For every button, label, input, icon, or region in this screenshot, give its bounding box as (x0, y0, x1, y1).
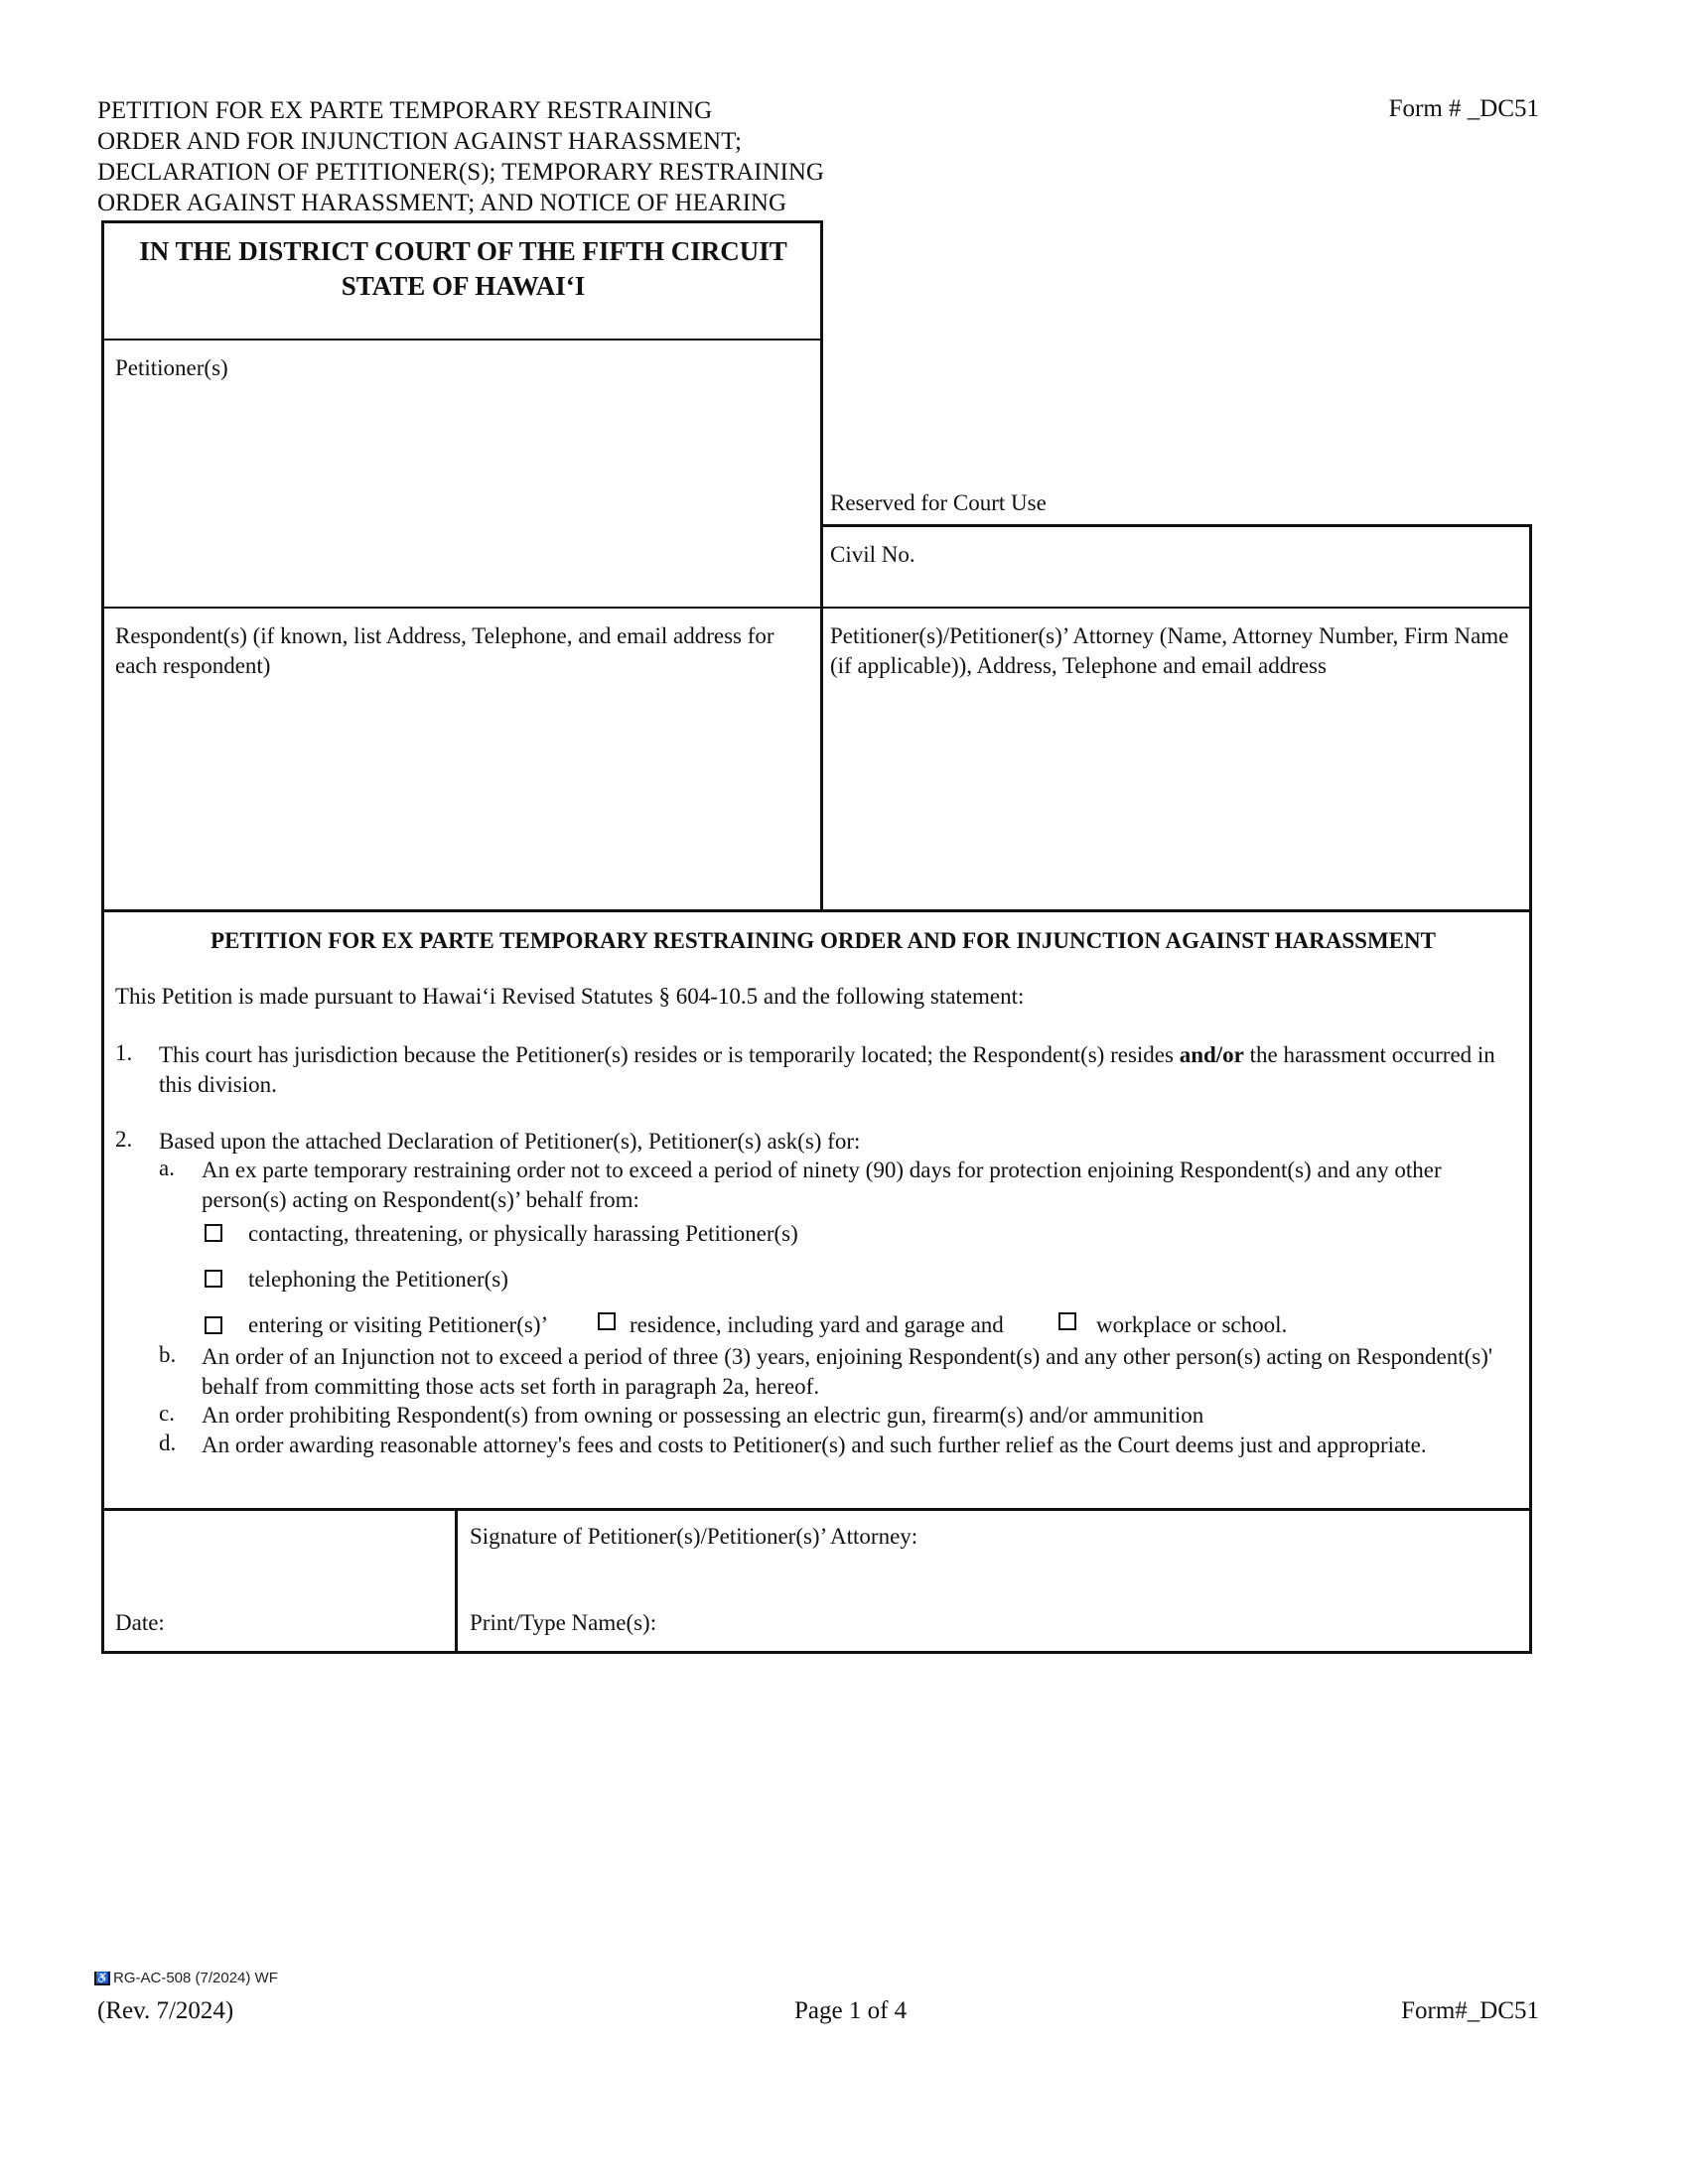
signature-divider (455, 1508, 458, 1654)
checkbox-entering[interactable] (205, 1316, 222, 1334)
item-b-label: b. (159, 1342, 177, 1367)
form-title (97, 95, 971, 218)
print-name-label: Print/Type Name(s): (470, 1610, 657, 1635)
court-line-2: STATE OF HAWAI‘I (341, 271, 586, 301)
revision-date: (Rev. 7/2024) (97, 1997, 234, 2024)
form-number-footer: Form#_DC51 (1401, 1997, 1539, 2024)
page-number: Page 1 of 4 (794, 1997, 908, 2024)
form-number-header: Form # _DC51 (1388, 95, 1539, 122)
court-line-1: IN THE DISTRICT COURT OF THE FIFTH CIRCUIT (139, 236, 787, 266)
checkbox-residence[interactable] (598, 1312, 616, 1330)
court-box-top (101, 220, 823, 223)
check-telephoning-label: telephoning the Petitioner(s) (248, 1267, 508, 1292)
title-line: ORDER AND FOR INJUNCTION AGAINST HARASSMENT; (97, 128, 742, 155)
signature-label: Signature of Petitioner(s)/Petitioner(s)’ Attorney: (470, 1524, 918, 1549)
item-2-number: 2. (115, 1127, 133, 1152)
court-name (103, 234, 823, 304)
checkbox-telephoning[interactable] (205, 1270, 222, 1288)
title-line: ORDER AGAINST HARASSMENT; AND NOTICE OF HEARING (97, 190, 787, 216)
form-bottom (101, 1651, 1532, 1654)
item-1-text-b: the harassment occurred in this division. (159, 1042, 1495, 1097)
petition-intro: This Petition is made pursuant to Hawai‘i Revised Statutes § 604-10.5 and the following statement: (115, 984, 1025, 1009)
court-name-divider (101, 339, 823, 341)
item-1-bold: and/or (1179, 1042, 1244, 1067)
item-c-label: c. (159, 1401, 175, 1426)
item-1-text-a: This court has jurisdiction because the Petitioner(s) resides or is temporarily located; the Respondent(s) resides (159, 1042, 1180, 1067)
item-c-text: An order prohibiting Respondent(s) from owning or possessing an electric gun, firearm(s) and/or ammunition (202, 1403, 1204, 1428)
petition-title: PETITION FOR EX PARTE TEMPORARY RESTRAINING ORDER AND FOR INJUNCTION AGAINST HARASSMENT (211, 928, 1436, 953)
check-residence-label: residence, including yard and garage and (630, 1312, 1004, 1337)
item-d-text: An order awarding reasonable attorney's fees and costs to Petitioner(s) and such further relief as the Court deems just and appropriate. (202, 1433, 1427, 1457)
item-2-text: Based upon the attached Declaration of Petitioner(s), Petitioner(s) ask(s) for: (159, 1129, 861, 1154)
check-workplace-label: workplace or school. (1096, 1312, 1288, 1337)
reserved-label: Reserved for Court Use (830, 490, 1047, 515)
item-b-text: An order of an Injunction not to exceed a period of three (3) years, enjoining Respondent(s) and any other person(s) acting on Respondent(s)' behalf from committing those acts set forth in paragraph 2a, hereof. (202, 1344, 1493, 1399)
item-1-number: 1. (115, 1040, 133, 1065)
title-line: PETITION FOR EX PARTE TEMPORARY RESTRAINING (97, 97, 713, 124)
check-contacting-label: contacting, threatening, or physically harassing Petitioner(s) (248, 1221, 798, 1246)
reserved-divider (820, 524, 1532, 527)
petitioner-label: Petitioner(s) (115, 355, 228, 380)
checkbox-contacting[interactable] (205, 1224, 222, 1242)
attorney-label: Petitioner(s)/Petitioner(s)’ Attorney (Name, Attorney Number, Firm Name (if applicable)), Address, Telephone and email address (830, 623, 1509, 678)
form-code (94, 1970, 278, 1986)
petition-bottom (101, 1508, 1532, 1511)
court-box-mid (820, 220, 823, 911)
date-label: Date: (115, 1610, 165, 1635)
item-a-label: a. (159, 1156, 175, 1180)
checkbox-workplace[interactable] (1058, 1312, 1076, 1330)
check-entering-label: entering or visiting Petitioner(s)’ (248, 1312, 549, 1337)
item-d-label: d. (159, 1431, 177, 1455)
item-a-text: An ex parte temporary restraining order not to exceed a period of ninety (90) days for protection enjoining Respondent(s) and any other person(s) acting on Respondent(s)’ behalf from: (202, 1158, 1442, 1212)
form-code-text: RG-AC-508 (7/2024) WF (113, 1970, 278, 1986)
civil-no-label: Civil No. (830, 542, 915, 567)
right-box-edge (1529, 524, 1532, 1654)
respondent-label: Respondent(s) (if known, list Address, Telephone, and email address for each respondent) (115, 623, 774, 678)
accessibility-icon: ♿ (95, 1973, 109, 1985)
item-1-text (159, 1040, 1519, 1100)
party-divider (101, 607, 1532, 609)
title-line: DECLARATION OF PETITIONER(S); TEMPORARY RESTRAINING (97, 159, 824, 186)
caption-bottom (101, 909, 1532, 912)
